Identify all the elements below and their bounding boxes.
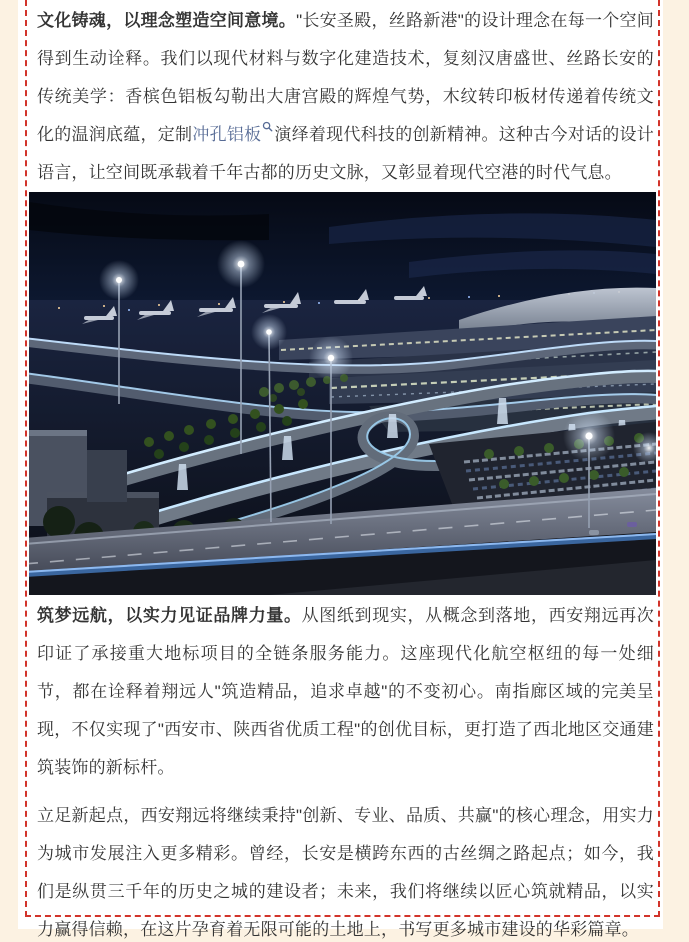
airport-night-aerial-image[interactable] bbox=[29, 192, 656, 595]
paragraph-brand bbox=[37, 597, 654, 787]
paragraph-outlook-text: 立足新起点，西安翔远将继续秉持"创新、专业、品质、共赢"的核心理念，用实力为城市发展注入更多精彩。曾经，长安是横跨东西的古丝绸之路起点；如今，我们是纵贯三千年的历史之城的建设者；未来，我们将继续以匠心筑就精品，以实力赢得信赖，在这片孕育着无限可能的土地上，书写更多城市建设的华彩篇章。 bbox=[37, 806, 654, 939]
paragraph-culture bbox=[37, 2, 654, 192]
paragraph-culture-text: "长安圣殿，丝路新港"的设计理念在每一个空间得到生动诠释。我们以现代材料与数字化建造技术，复刻汉唐盛世、丝路长安的传统美学：香槟色铝板勾勒出大唐宫殿的辉煌气势，木纹转印板材传递着传统文化的温润底蕴，定制 bbox=[37, 11, 655, 144]
article-content bbox=[37, 2, 654, 942]
term-link-label: 冲孔铝板 bbox=[192, 125, 262, 144]
article-card bbox=[18, 0, 663, 939]
search-icon bbox=[262, 121, 273, 132]
paragraph-brand-lead: 筑梦远航，以实力见证品牌力量。 bbox=[37, 606, 302, 625]
paragraph-outlook bbox=[37, 797, 654, 942]
paragraph-culture-text-after: 演绎着现代科技的创新精神。这种古今对话的设计语言，让空间既承载着千年古都的历史文脉，又彰显着现代空港的时代气息。 bbox=[37, 125, 654, 182]
airport-night-render bbox=[29, 192, 656, 595]
paragraph-brand-text: 从图纸到现实，从概念到落地，西安翔远再次印证了承接重大地标项目的全链条服务能力。这座现代化航空枢纽的每一处细节，都在诠释着翔远人"筑造精品，追求卓越"的不变初心。南指廊区域的完美呈现，不仅实现了"西安市、陕西省优质工程"的创优目标，更打造了西北地区交通建筑装饰的新标杆。 bbox=[37, 606, 655, 777]
term-link-perforated-aluminum[interactable] bbox=[192, 125, 274, 144]
paragraph-culture-lead: 文化铸魂，以理念塑造空间意境。 bbox=[37, 11, 297, 30]
